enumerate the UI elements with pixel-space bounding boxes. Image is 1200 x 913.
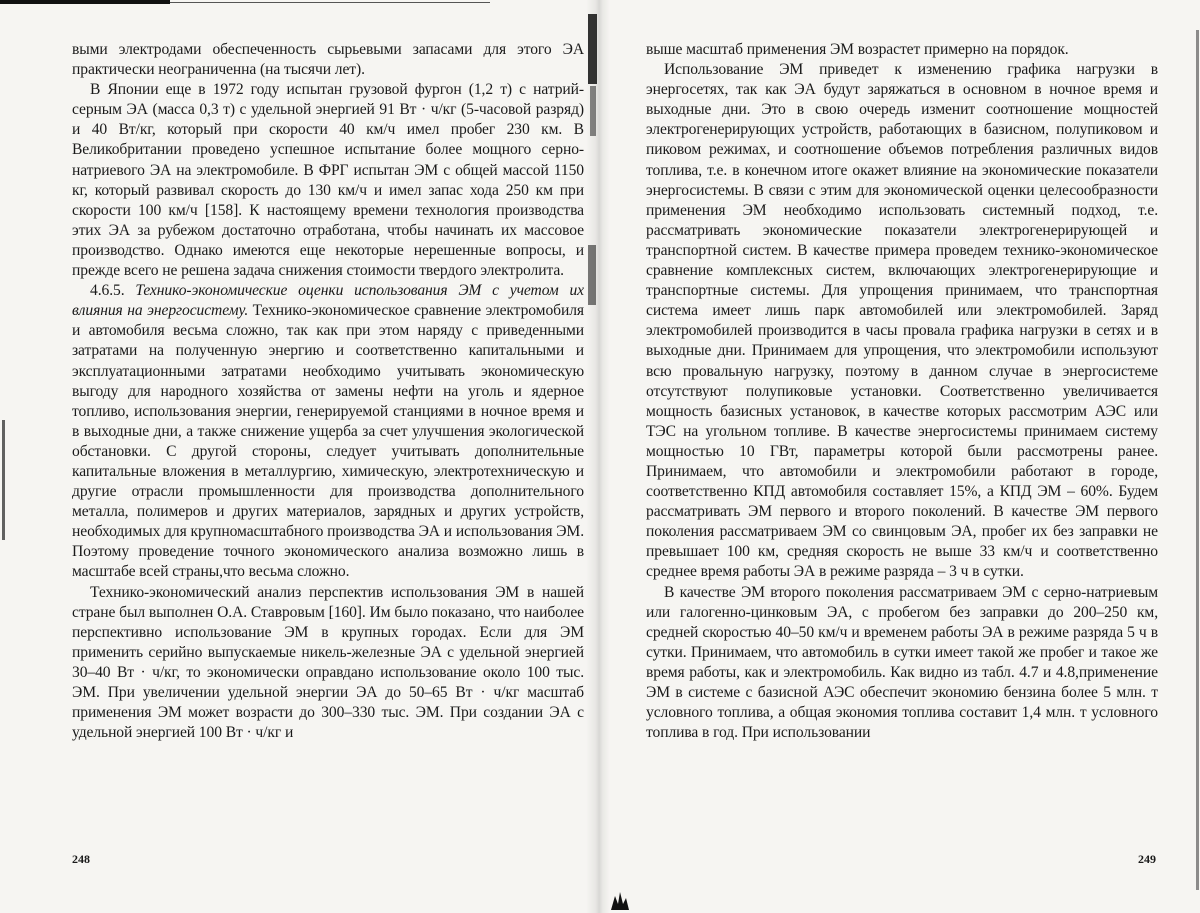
right-page [600,0,1200,913]
page-number: 248 [72,852,90,866]
section-body: Технико-экономическое сравнение электромобиля и автомобиля весьма сложно, так как при этом наряду с приведенными затратами на полученную энергию и соответственно капитальными и эксплуатационными затратами необходимо учитывать экономическую выгоду для народного хозяйства от замены нефти на уголь и ядерное топливо, использования энергии, генерируемой станциями в ночное время и в выходные дни, а также снижение ущерба за счет улучшения экологической обстановки. С другой стороны, следует учитывать дополнительные капитальные вложения в металлургию, химическую, электротехническую и другие отрасли промышленности для производства дополнительного металла, полимеров и других материалов, зарядных и других устройств, необходимых для крупномасштабного производства ЭА и использования ЭМ. Поэтому проведение точного экономического анализа возможно лишь в масштабе всей страны,что весьма сложно. [72,302,584,581]
scan-edge [1196,30,1199,890]
page-number: 249 [1138,852,1156,866]
scan-artifact [588,14,597,84]
scan-edge [170,2,490,3]
binder-clip-icon [609,890,631,910]
scan-artifact [590,86,596,136]
paragraph: Использование ЭМ приведет к изменению графика нагрузки в энергосетях, так как ЭА будут заряжаться в основном в ночное время и выходные дни. Это в свою очередь изменит соотношение мощностей электрогенерирующих устройств, работающих в базисном, полупиковом и пиковом режимах, и соотношение объемов потребления различных видов топлива, т.е. в конечном итоге окажет влияние на экономические показатели энергосистемы. В связи с этим для экономической оценки целесообразности применения ЭМ необходимо использовать системный подход, т.е. рассматривать экономические показатели электрогенерирующей и транспортной систем. В качестве примера проведем технико-экономическое сравнение комплексных систем, включающих электрогенерирующие и транспортные системы. Для упрощения принимаем, что транспортная система имеет лишь парк автомобилей или электромобилей. Заряд электромобилей производится в часы провала графика нагрузки в сетях и в выходные дни. Принимаем для упрощения, что электромобили используют всю провальную нагрузку, поэтому в данном случае в энергосистеме отсутствуют полупиковые установки. Соответственно увеличивается мощность базисных установок, в качестве которых рассмотрим АЭС или ТЭС на угольном топливе. В качестве энергосистемы принимаем систему мощностью 10 ГВт, параметры которой были рассмотрены ранее. Принимаем, что автомобили и электромобили работают в городе, соответственно КПД автомобиля составляет 15%, а КПД ЭМ – 60%. Будем рассматривать ЭМ первого и второго поколений. В качестве ЭМ первого поколения рассматриваем ЭМ со свинцовым ЭА, пробег их без заправки не превышает 100 км, средняя скорость не выше 33 км/ч и соответственно среднее время работы ЭА в режиме разряда – 3 ч в сутки. [646,61,1158,581]
section-paragraph [72,281,584,582]
scan-edge [2,420,5,540]
scan-artifact [588,245,596,305]
paragraph: В Японии еще в 1972 году испытан грузовой фургон (1,2 т) с натрий-серным ЭА (масса 0,3 т) с удельной энергией 91 Вт · ч/кг (5-часовой разряд) и 40 Вт/кг, который при скорости 40 км/ч имел пробег 230 км. В Великобритании проведено успешное испытание более мощного серно-натриевого ЭА на электромобиле. В ФРГ испытан ЭМ с общей массой 1150 кг, который развивал скорость до 130 км/ч и имел запас хода 250 км при скорости 100 км/ч [158]. К настоящему времени технология производства этих ЭА за рубежом достаточно отработана, чтобы начинать их массовое производство. Однако имеются еще некоторые нерешенные вопросы, и прежде всего не решена задача снижения стоимости твердого электролита. [72,81,584,280]
right-page-text [646,40,1158,743]
left-page-text [72,40,584,743]
paragraph: выше масштаб применения ЭМ возрастет примерно на порядок. [646,41,1069,58]
section-title: Технико-экономические оценки использования ЭМ с учетом их влияния на энергосистему. [72,282,584,320]
paragraph: выми электродами обеспеченность сырьевыми запасами для этого ЭА практически неограниченна (на тысячи лет). [72,41,584,79]
scan-edge [0,0,170,4]
gutter-shadow [586,0,610,913]
paragraph: Технико-экономический анализ перспектив использования ЭМ в нашей стране был выполнен О.А. Ставровым [160]. Им было показано, что наиболее перспективно использование ЭМ в крупных городах. Если для ЭМ применить серийно выпускаемые никель-железные ЭА с удельной энергией 30–40 Вт · ч/кг, то экономически оправдано использование около 100 тыс. ЭМ. При увеличении удельной энергии ЭА до 50–65 Вт · ч/кг масштаб применения ЭМ может возрасти до 300–330 тыс. ЭМ. При создании ЭА с удельной энергией 100 Вт · ч/кг и [72,583,584,742]
paragraph: В качестве ЭМ второго поколения рассматриваем ЭМ с серно-натриевым или галогенно-цинковым ЭА, с пробегом без заправки до 200–250 км, средней скоростью 40–50 км/ч и временем работы ЭА в режиме разряда 5 ч в сутки. Принимаем, что автомобиль в сутки имеет такой же пробег и такое же время работы, как и электромобиль. Как видно из табл. 4.7 и 4.8,применение ЭМ в системе с базисной АЭС обеспечит экономию бензина более 5 млн. т условного топлива, а общая экономия топлива составит 1,4 млн. т условного топлива в год. При использовании [646,583,1158,742]
section-number: 4.6.5. [90,282,125,300]
